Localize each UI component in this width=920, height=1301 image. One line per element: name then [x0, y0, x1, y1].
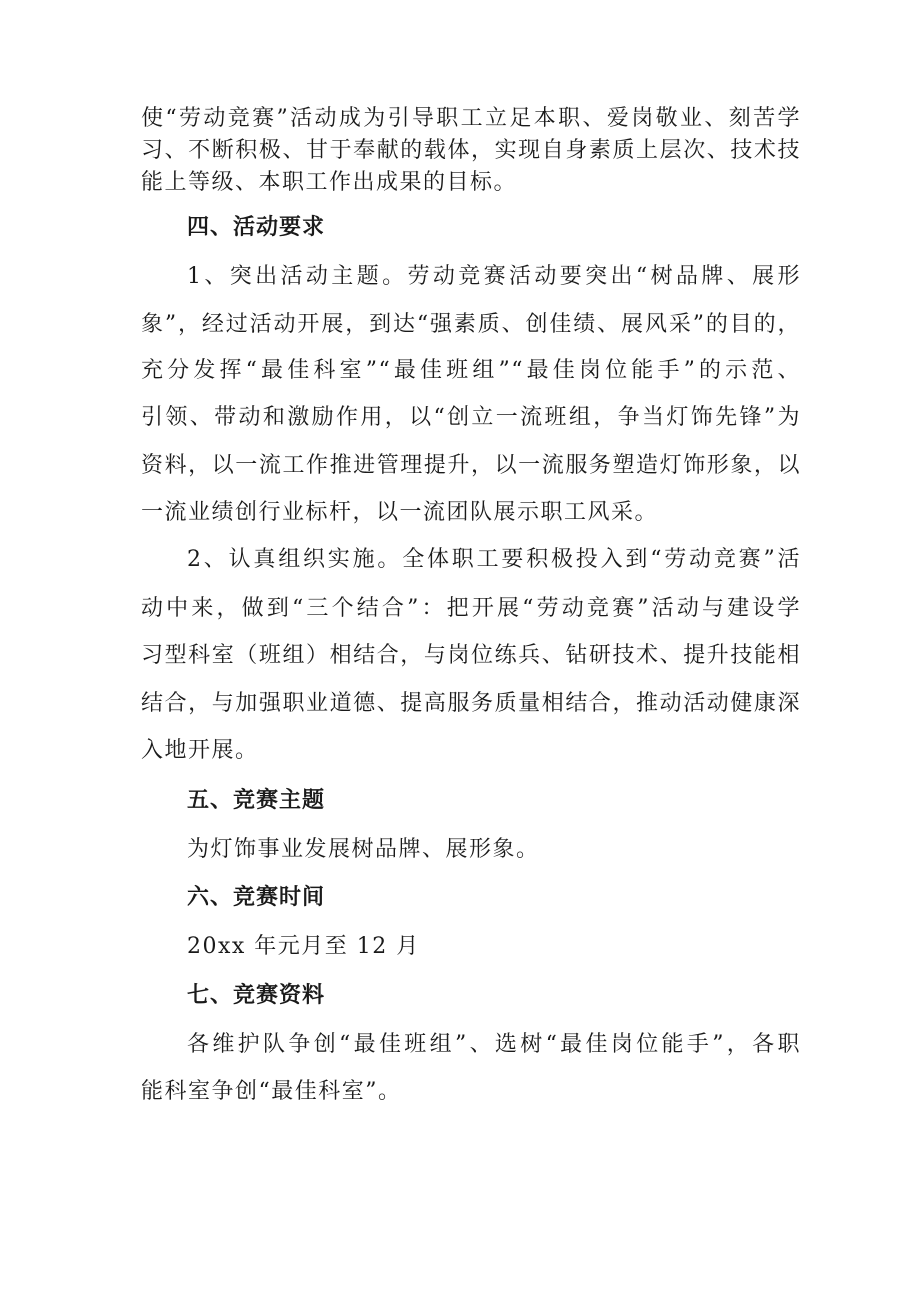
intro-line-1: 使“劳动竞赛”活动成为引导职工立足本职、爱岗敬业、刻苦学	[141, 106, 801, 131]
section-4-para1-line-6: 一流业绩创行业标杆，以一流团队展示职工风采。	[141, 500, 659, 525]
section-7-line-1: 各维护队争创“最佳班组”、选树“最佳岗位能手”，各职	[187, 1032, 801, 1057]
section-4-para1-line-1: 1、突出活动主题。劳动竞赛活动要突出“树品牌、展形	[187, 264, 801, 289]
section-4-heading: 四、活动要求	[187, 215, 326, 240]
section-4-para2-line-1: 2、认真组织实施。全体职工要积极投入到“劳动竞赛”活	[187, 547, 801, 572]
intro-line-3: 能上等级、本职工作出成果的目标。	[141, 170, 518, 195]
section-4-para2-line-3: 习型科室（班组）相结合，与岗位练兵、钻研技术、提升技能相	[141, 643, 801, 668]
section-5-text: 为灯饰事业发展树品牌、展形象。	[187, 837, 540, 862]
section-4-para1-line-2: 象”，经过活动开展，到达“强素质、创佳绩、展风采”的目的，	[141, 312, 801, 337]
section-5-heading: 五、竞赛主题	[187, 788, 326, 813]
section-4-para1-line-3: 充分发挥“最佳科室”“最佳班组”“最佳岗位能手”的示范、	[141, 358, 801, 383]
section-4-para1-line-5: 资料，以一流工作推进管理提升，以一流服务塑造灯饰形象，以	[141, 453, 801, 478]
section-4-para2-line-4: 结合，与加强职业道德、提高服务质量相结合，推动活动健康深	[141, 691, 801, 716]
section-4-para2-line-5: 入地开展。	[141, 738, 259, 763]
section-4-para1-line-4: 引领、带动和激励作用，以“创立一流班组，争当灯饰先锋”为	[141, 405, 801, 430]
intro-line-2: 习、不断积极、甘于奉献的载体，实现自身素质上层次、技术技	[141, 138, 801, 163]
section-6-heading: 六、竞赛时间	[187, 885, 326, 910]
section-6-text: 20xx 年元月至 12 月	[187, 934, 420, 959]
section-7-line-2: 能科室争创“最佳科室”。	[141, 1079, 402, 1104]
section-7-heading: 七、竞赛资料	[187, 983, 326, 1008]
section-4-para2-line-2: 动中来，做到“三个结合”：把开展“劳动竞赛”活动与建设学	[141, 596, 801, 621]
